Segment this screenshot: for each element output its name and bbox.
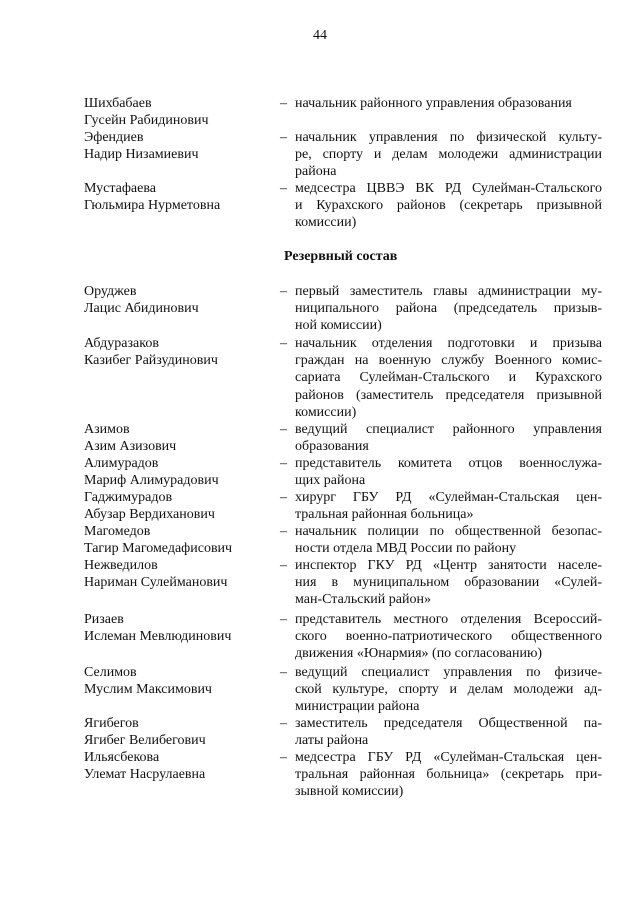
member-role: [295, 664, 602, 716]
member-role: [295, 129, 602, 181]
member-name: [84, 664, 274, 698]
given-name: Муслим Максимович: [84, 682, 212, 698]
member-name: [84, 489, 274, 523]
role-line: инспектор ГКУ РД «Центр занятости населе-: [295, 558, 602, 573]
role-line: тральная районная больница» (секретарь при-: [295, 767, 602, 783]
surname: Нежведилов: [84, 558, 158, 573]
member-role: [295, 715, 602, 749]
role-line: ности отдела МВД России по району: [295, 541, 517, 557]
member-role: [295, 421, 602, 455]
surname: Абдуразаков: [84, 336, 159, 351]
given-name: Улемат Насрулаевна: [84, 767, 206, 783]
role-line: ной комиссии): [295, 318, 382, 334]
role-line: комиссии): [295, 404, 357, 420]
member-name: [84, 715, 274, 749]
role-line: щих района: [295, 473, 366, 489]
member-role: [295, 283, 602, 335]
role-line: ской культуре, спорту и делам молодежи ад-: [295, 682, 602, 698]
member-role: [295, 95, 602, 112]
member-role: [295, 749, 602, 801]
surname: Ильясбекова: [84, 750, 160, 765]
dash: –: [280, 456, 287, 471]
dash: –: [280, 558, 287, 573]
role-line: первый заместитель главы администрации му-: [295, 284, 602, 299]
role-line: хирург ГБУ РД «Сулейман-Стальская цен-: [295, 490, 602, 505]
role-line: латы района: [295, 733, 369, 749]
section-title: Резервный состав: [284, 249, 398, 264]
role-line: начальник управления по физической культу-: [295, 130, 602, 145]
member-name: [84, 421, 274, 455]
given-name: Абузар Вердиханович: [84, 507, 215, 523]
role-line: заместитель председателя Общественной па-: [295, 716, 602, 731]
role-line: ре, спорту и делам молодежи администрации: [295, 147, 602, 163]
member-role: [295, 180, 602, 232]
surname: Ризаев: [84, 612, 124, 627]
role-line: медсестра ГБУ РД «Сулейман-Стальская цен-: [295, 750, 602, 765]
given-name: Лацис Абидинович: [84, 301, 199, 317]
surname: Ягибегов: [84, 716, 139, 731]
role-line: ведущий специалист районного управления: [295, 422, 602, 437]
member-name: [84, 749, 274, 783]
role-line: тральная районная больница»: [295, 507, 474, 523]
role-line: представитель местного отделения Всероссий-: [295, 612, 602, 627]
given-name: Мариф Алимурадович: [84, 473, 219, 489]
member-name: [84, 95, 274, 129]
surname: Гаджимурадов: [84, 490, 173, 505]
surname: Оруджев: [84, 284, 137, 299]
role-line: сариата Сулейман-Стальского и Курахского: [295, 370, 602, 386]
surname: Эфендиев: [84, 130, 144, 145]
member-role: [295, 611, 602, 663]
member-name: [84, 611, 274, 645]
member-name: [84, 283, 274, 317]
role-line: представитель комитета отцов военнослужа-: [295, 456, 602, 471]
dash: –: [280, 716, 287, 731]
role-line: граждан на военную службу Военного комис-: [295, 353, 602, 369]
given-name: Надир Низамиевич: [84, 147, 199, 163]
surname: Мустафаева: [84, 181, 156, 196]
dash: –: [280, 130, 287, 145]
member-name: [84, 180, 274, 214]
given-name: Казибег Райзудинович: [84, 353, 218, 369]
role-line: ского военно-патриотического общественного: [295, 629, 602, 645]
surname: Алимурадов: [84, 456, 159, 471]
role-line: министрации района: [295, 699, 420, 715]
member-name: [84, 335, 274, 369]
dash: –: [280, 665, 287, 680]
dash: –: [280, 336, 287, 351]
role-line: движения «Юнармия» (по согласованию): [295, 646, 543, 662]
surname: Азимов: [84, 422, 130, 437]
role-line: начальник полиции по общественной безопас-: [295, 524, 602, 539]
given-name: Азим Азизович: [84, 439, 177, 455]
member-role: [295, 455, 602, 489]
dash: –: [280, 284, 287, 299]
role-line: комиссии): [295, 215, 357, 231]
dash: –: [280, 524, 287, 539]
given-name: Гюльмира Нурметовна: [84, 198, 221, 214]
role-line: ния в муниципальном образовании «Сулей-: [295, 575, 602, 591]
member-role: [295, 523, 602, 557]
role-line: ведущий специалист управления по физиче-: [295, 665, 602, 680]
role-line: начальник районного управления образования: [295, 96, 572, 111]
page-number: 44: [313, 28, 327, 43]
given-name: Ислеман Мевлюдинович: [84, 629, 232, 645]
member-name: [84, 129, 274, 163]
role-line: начальник отделения подготовки и призыва: [295, 336, 602, 351]
given-name: Нариман Сулейманович: [84, 575, 228, 591]
given-name: Ягибег Велибегович: [84, 733, 206, 749]
role-line: района: [295, 164, 337, 180]
member-role: [295, 335, 602, 421]
role-line: ман-Стальский район»: [295, 592, 431, 608]
member-role: [295, 489, 602, 523]
member-role: [295, 557, 602, 609]
surname: Селимов: [84, 665, 137, 680]
role-line: образования: [295, 439, 369, 455]
surname: Магомедов: [84, 524, 151, 539]
member-name: [84, 523, 274, 557]
role-line: и Курахского районов (секретарь призывной: [295, 198, 602, 214]
role-line: районов (заместитель председателя призывной: [295, 387, 602, 403]
role-line: медсестра ЦВВЭ ВК РД Сулейман-Стальского: [295, 181, 602, 196]
dash: –: [280, 750, 287, 765]
given-name: Гусейн Рабидинович: [84, 113, 209, 129]
role-line: зывной комиссии): [295, 784, 404, 800]
dash: –: [280, 96, 287, 111]
dash: –: [280, 181, 287, 196]
dash: –: [280, 490, 287, 505]
member-name: [84, 455, 274, 489]
dash: –: [280, 612, 287, 627]
role-line: ниципального района (председатель призыв-: [295, 301, 602, 317]
given-name: Тагир Магомедафисович: [84, 541, 233, 557]
member-name: [84, 557, 274, 591]
surname: Шихбабаев: [84, 96, 152, 111]
dash: –: [280, 422, 287, 437]
